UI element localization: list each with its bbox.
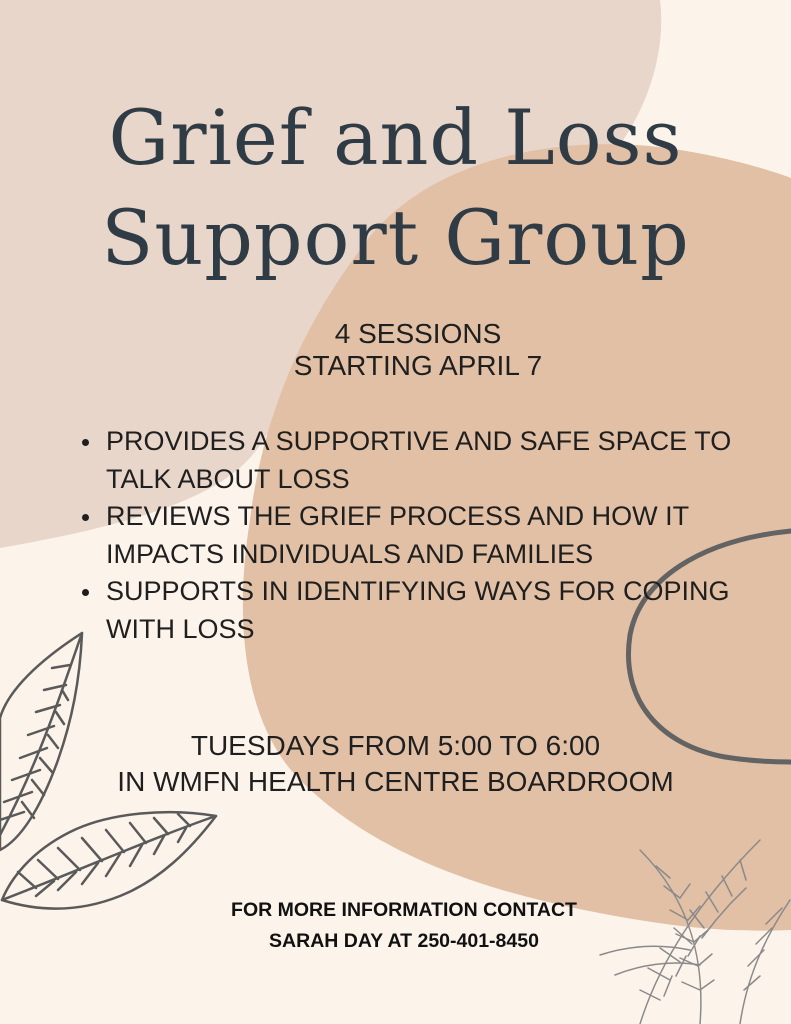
benefits-list	[78, 423, 758, 648]
contact-info	[0, 895, 791, 957]
list-item	[78, 498, 758, 573]
title-line-1: Grief and Loss	[108, 93, 683, 182]
contact-details: SARAH DAY AT 250-401-8450	[269, 930, 539, 952]
list-item-text: SUPPORTS IN IDENTIFYING WAYS FOR COPING WITH LOSS	[106, 576, 730, 644]
contact-heading: FOR MORE INFORMATION CONTACT	[231, 899, 577, 921]
list-item	[78, 423, 758, 498]
sessions-count: 4 SESSIONS	[334, 318, 502, 349]
schedule-location: IN WMFN HEALTH CENTRE BOARDROOM	[117, 766, 674, 797]
list-item	[78, 573, 758, 648]
start-date: STARTING APRIL 7	[293, 350, 543, 381]
bullet-icon	[82, 514, 89, 521]
sessions-info	[0, 318, 791, 382]
title-line-2: Support Group	[101, 193, 690, 282]
bullet-icon	[82, 439, 89, 446]
page-title	[0, 88, 791, 288]
list-item-text: PROVIDES A SUPPORTIVE AND SAFE SPACE TO TALK ABOUT LOSS	[106, 426, 732, 494]
bullet-icon	[82, 589, 89, 596]
schedule-info	[0, 728, 791, 800]
schedule-time: TUESDAYS FROM 5:00 TO 6:00	[190, 730, 601, 761]
list-item-text: REVIEWS THE GRIEF PROCESS AND HOW IT IMPACTS INDIVIDUALS AND FAMILIES	[106, 501, 689, 569]
